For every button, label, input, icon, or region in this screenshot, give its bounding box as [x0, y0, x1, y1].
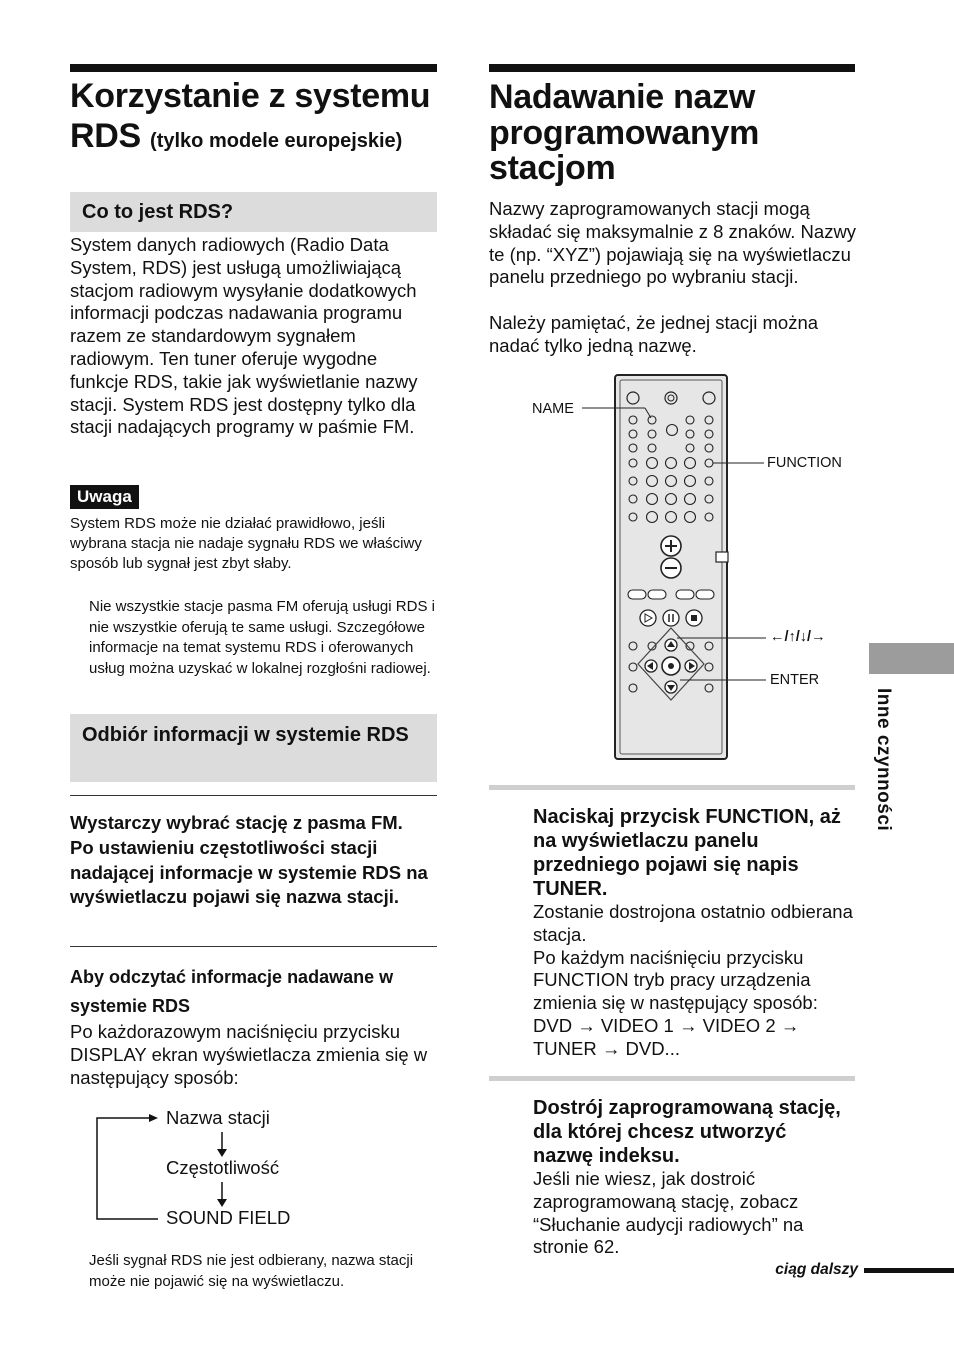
down-arrow-icon [215, 1132, 229, 1158]
side-tab-marker [869, 643, 954, 674]
down-arrow-icon [215, 1182, 229, 1208]
sub-body: Po każdorazowym naciśnięciu przycisku DISPLAY ekran wyświetlacza zmienia się w następujący sposób: [70, 1021, 428, 1088]
step-2 [533, 1096, 851, 1259]
step-1-body2: Po każdym naciśnięciu przycisku FUNCTION tryb pracy urządzenia zmienia się w następujący sposób: [533, 946, 818, 1014]
remote-control-drawing [520, 370, 860, 765]
cycle-arrows [90, 1106, 170, 1226]
left-page-title [70, 78, 450, 159]
continued-rule [864, 1268, 954, 1273]
continued-label: ciąg dalszy [775, 1261, 858, 1278]
left-title-rule [70, 64, 437, 72]
label-function: FUNCTION [767, 455, 842, 471]
cycle-item: Częstotliwość [166, 1157, 280, 1178]
info-text: Nie wszystkie stacje pasma FM oferują usługi RDS i nie wszystkie oferują te same usługi. Szczegółowe informacje na temat systemu RDS i oferowanych usług można uzyskać w lokalnej rozgłośni radiowej. [89, 598, 435, 677]
step-divider [489, 785, 855, 790]
section1-body: System danych radiowych (Radio Data System, RDS) jest usługą umożliwiającą stacjom radiowym wysyłanie dodatkowych informacji podczas nadawania programu razem ze standardowym sygnałem radiowym. Ten tuner oferuje wygodne funkcje RDS, takie jak wyświetlanie nazwy stacji. System RDS jest dostępny tylko dla stacji nadających programy w paśmie FM. [70, 234, 418, 438]
note-label: Uwaga [70, 485, 139, 509]
label-enter: ENTER [770, 672, 820, 688]
step-1 [533, 805, 859, 1061]
left-title-sub: (tylko modele europejskie) [150, 130, 403, 152]
divider [70, 795, 437, 796]
step-1-sequence: DVD → VIDEO 1 → VIDEO 2 → TUNER → DVD... [533, 1014, 800, 1059]
section-header-odbior: Odbiór informacji w systemie RDS [70, 714, 437, 782]
cycle-item: SOUND FIELD [166, 1207, 291, 1228]
step-2-title: Dostrój zaprogramowaną stację, dla której chcesz utworzyć nazwę indeksu. [533, 1097, 841, 1167]
label-name: NAME [532, 401, 574, 417]
section2-bold-text: Wystarczy wybrać stację z pasma FM. Po ustawieniu częstotliwości stacji nadającej informacje w systemie RDS na wyświetlaczu pojawi się nazwa stacji. [70, 812, 428, 908]
cycle-item: Nazwa stacji [166, 1107, 270, 1128]
right-intro2: Należy pamiętać, że jednej stacji można nadać tylko jedną nazwę. [489, 312, 819, 356]
side-tab-label: Inne czynności [873, 688, 894, 832]
right-page-title: Nadawanie nazw programowanym stacjom [489, 78, 760, 187]
right-intro: Nazwy zaprogramowanych stacji mogą składać się maksymalnie z 8 znaków. Nazwy te (np. “XYZ”) pojawiają się na wyświetlaczu panelu przedniego po wybraniu stacji. [489, 198, 857, 288]
step-1-title: Naciskaj przycisk FUNCTION, aż na wyświetlaczu panelu przedniego pojawi się napis TUNER. [533, 806, 841, 900]
right-title-rule [489, 64, 855, 72]
footnote: Jeśli sygnał RDS nie jest odbierany, nazwa stacji może nie pojawić się na wyświetlaczu. [89, 1252, 414, 1290]
step-1-body1: Zostanie dostrojona ostatnio odbierana stacja. [533, 901, 853, 945]
note-text: System RDS może nie działać prawidłowo, jeśli wybrana stacja nie nadaje sygnału RDS we właściwy sposób lub sygnał jest zbyt słaby. [70, 515, 422, 572]
left-title-rds: RDS [70, 117, 141, 155]
label-arrows: ←/↑/↓/→ [770, 629, 826, 645]
section-header-co-to-jest-rds: Co to jest RDS? [70, 192, 437, 232]
divider [70, 946, 437, 947]
step-divider [489, 1076, 855, 1081]
step-2-body: Jeśli nie wiesz, jak dostroić zaprogramowaną stację, zobacz “Słuchanie audycji radiowych” na stronie 62. [533, 1168, 804, 1258]
left-title-line1: Korzystanie z systemu [70, 77, 431, 115]
subheading-read-rds: Aby odczytać informacje nadawane w systemie RDS [70, 967, 394, 1016]
